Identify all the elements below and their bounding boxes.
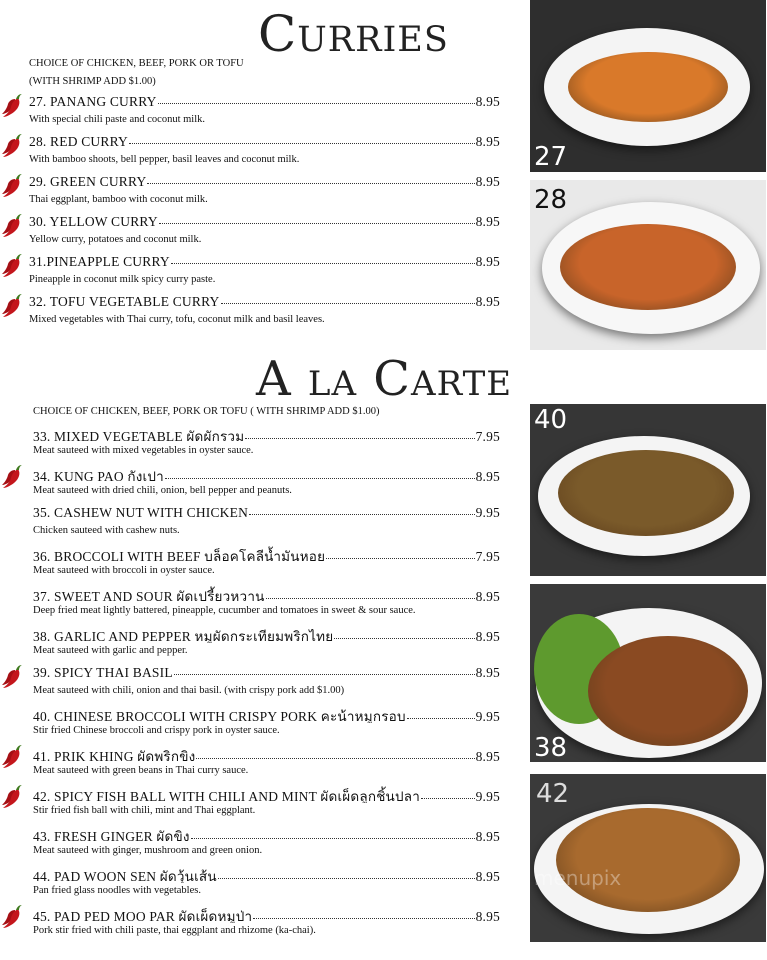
- menu-item-description: Yellow curry, potatoes and coconut milk.: [29, 234, 202, 245]
- menu-item: [0, 864, 520, 904]
- menu-item-description: Meat sauteed with ginger, mushroom and green onion.: [33, 845, 263, 856]
- photo-number: 38: [534, 733, 568, 762]
- menu-item: [0, 93, 520, 133]
- menu-item-title-line: [33, 665, 500, 683]
- photo-dish-28: [530, 180, 766, 350]
- menu-item-price: 8.95: [475, 174, 500, 189]
- dot-leader: [147, 174, 474, 184]
- menu-item: [0, 464, 520, 504]
- menu-item-title-line: [33, 905, 500, 923]
- menu-item: [0, 253, 520, 293]
- menu-item-name: 44. PAD WOON SEN ผัดวุ้นเส้น: [33, 869, 217, 883]
- menu-item-name: 32. TOFU VEGETABLE CURRY: [29, 294, 220, 309]
- menu-item-description: Meat sauteed with garlic and pepper.: [33, 645, 188, 656]
- dot-leader: [253, 907, 474, 919]
- food-broccoli-40: [558, 450, 734, 536]
- menu-item-name: 35. CASHEW NUT WITH CHICKEN: [33, 505, 249, 520]
- chili-pepper-icon: [1, 93, 25, 119]
- menu-item: [0, 824, 520, 864]
- dot-leader: [191, 827, 475, 839]
- dot-leader: [266, 587, 475, 599]
- menu-item-description: Deep fried meat lightly battered, pineapple, cucumber and tomatoes in sweet & sour sauce.: [33, 605, 416, 616]
- chili-pepper-icon: [1, 464, 25, 490]
- alacarte-title: A la Carte: [256, 351, 513, 407]
- food-pork-38: [588, 636, 748, 746]
- chili-pepper-icon: [1, 744, 25, 770]
- curries-subtitle-line2: (WITH SHRIMP ADD $1.00): [29, 76, 156, 87]
- chili-pepper-icon: [1, 784, 25, 810]
- menu-item-title-line: [33, 545, 500, 563]
- menu-item-description: Stir fried fish ball with chili, mint and Thai eggplant.: [33, 805, 256, 816]
- menu-item-name: 45. PAD PED MOO PAR ผัดเผ็ดหมูป่า: [33, 909, 253, 923]
- menu-item-price: 8.95: [475, 629, 500, 643]
- menu-item-name: 38. GARLIC AND PEPPER หมูผัดกระเทียมพริกไทย: [33, 629, 334, 643]
- menu-item-description: Meat sauteed with broccoli in oyster sauce.: [33, 565, 215, 576]
- menu-item-name: 27. PANANG CURRY: [29, 94, 157, 109]
- menu-item-description: Meat sauteed with dried chili, onion, bell pepper and peanuts.: [33, 485, 292, 496]
- menu-item-title-line: [33, 625, 500, 643]
- chili-pepper-icon: [1, 664, 25, 690]
- menu-item-title-line: [33, 585, 500, 603]
- menu-item: [0, 744, 520, 784]
- photo-dish-40: [530, 404, 766, 576]
- menu-item-price: 8.95: [475, 134, 500, 149]
- menu-item-name: 42. SPICY FISH BALL WITH CHILI AND MINT ผัดเผ็ดลูกชิ้นปลา: [33, 789, 421, 803]
- menu-item-price: 9.95: [475, 709, 500, 723]
- menu-item-title-line: [29, 214, 500, 232]
- dot-leader: [334, 627, 474, 639]
- menu-item: [0, 624, 520, 664]
- photo-dish-27: [530, 0, 766, 172]
- chili-pepper-icon: [1, 173, 25, 199]
- menu-item-name: 30. YELLOW CURRY: [29, 214, 158, 229]
- chili-pepper-icon: [1, 253, 25, 279]
- food-curry-28: [560, 224, 736, 310]
- menu-item-name: 31.PINEAPPLE CURRY: [29, 254, 170, 269]
- menu-item-name: 28. RED CURRY: [29, 134, 128, 149]
- dot-leader: [421, 787, 475, 799]
- menu-item-name: 33. MIXED VEGETABLE ผัดผักรวม: [33, 429, 245, 443]
- menu-item-name: 34. KUNG PAO กังเปา: [33, 469, 164, 483]
- food-curry-27: [568, 52, 728, 122]
- alacarte-subtitle: CHOICE OF CHICKEN, BEEF, PORK OR TOFU ( WITH SHRIMP ADD $1.00): [33, 406, 380, 417]
- menu-item-description: Thai eggplant, bamboo with coconut milk.: [29, 194, 208, 205]
- dot-leader: [174, 665, 475, 675]
- dot-leader: [221, 294, 475, 304]
- menu-item-title-line: [29, 94, 500, 112]
- menu-item-description: Mixed vegetables with Thai curry, tofu, coconut milk and basil leaves.: [29, 314, 325, 325]
- dot-leader: [129, 134, 475, 144]
- menu-item-description: Meat sauteed with green beans in Thai curry sauce.: [33, 765, 249, 776]
- dot-leader: [165, 467, 475, 479]
- menu-item-title-line: [29, 174, 500, 192]
- menu-item-name: 37. SWEET AND SOUR ผัดเปรี้ยวหวาน: [33, 589, 265, 603]
- chili-pepper-icon: [1, 133, 25, 159]
- photo-number: 27: [534, 142, 568, 172]
- photo-number: 40: [534, 405, 568, 435]
- menu-item: [0, 784, 520, 824]
- dot-leader: [196, 747, 474, 759]
- menu-item-name: 29. GREEN CURRY: [29, 174, 147, 189]
- dot-leader: [245, 427, 474, 439]
- dot-leader: [407, 707, 475, 719]
- menu-item-name: 36. BROCCOLI WITH BEEF บล็อคโคลีน้ำมันหอย: [33, 549, 326, 563]
- menu-item-description: Chicken sauteed with cashew nuts.: [33, 525, 180, 536]
- menu-item-price: 8.95: [475, 294, 500, 309]
- menu-item: [0, 664, 520, 704]
- curries-subtitle-line1: CHOICE OF CHICKEN, BEEF, PORK OR TOFU: [29, 58, 244, 69]
- menu-item-description: Stir fried Chinese broccoli and crispy pork in oyster sauce.: [33, 725, 280, 736]
- menu-item-price: 7.95: [475, 549, 500, 563]
- menu-item-title-line: [33, 865, 500, 883]
- menu-item-title-line: [33, 825, 500, 843]
- menu-item-title-line: [29, 134, 500, 152]
- menu-item-description: With special chili paste and coconut milk.: [29, 114, 205, 125]
- menu-item-description: Pan fried glass noodles with vegetables.: [33, 885, 201, 896]
- menu-item-title-line: [33, 785, 500, 803]
- menu-item-price: 8.95: [475, 909, 500, 923]
- menu-item-description: Pineapple in coconut milk spicy curry paste.: [29, 274, 216, 285]
- dot-leader: [159, 214, 475, 224]
- chili-pepper-icon: [1, 293, 25, 319]
- chili-pepper-icon: [1, 213, 25, 239]
- menu-item-price: 8.95: [475, 214, 500, 229]
- photo-dish-38: [530, 584, 766, 762]
- menu-item: [0, 544, 520, 584]
- menu-item-title-line: [33, 465, 500, 483]
- menu-item-name: 40. CHINESE BROCCOLI WITH CRISPY PORK คะน้าหมูกรอบ: [33, 709, 406, 723]
- menu-item-title-line: [33, 745, 500, 763]
- chili-pepper-icon: [1, 904, 25, 930]
- dot-leader: [158, 94, 475, 104]
- menu-item-price: 8.95: [475, 829, 500, 843]
- menu-item-description: Meat sauteed with chili, onion and thai basil. (with crispy pork add $1.00): [33, 685, 345, 696]
- menu-item-title-line: [29, 294, 500, 312]
- menu-item-price: 8.95: [475, 869, 500, 883]
- menu-item-title-line: [33, 705, 500, 723]
- menu-item: [0, 504, 520, 544]
- menu-item-name: 41. PRIK KHING ผัดพริกขิง: [33, 749, 196, 763]
- menu-item-price: 8.95: [475, 589, 500, 603]
- menu-item-price: 9.95: [475, 789, 500, 803]
- menu-item-price: 9.95: [475, 505, 500, 520]
- dot-leader: [218, 867, 475, 879]
- menu-item-description: Meat sauteed with mixed vegetables in oyster sauce.: [33, 445, 254, 456]
- menu-item: [0, 213, 520, 253]
- menu-item: [0, 424, 520, 464]
- menu-item: [0, 584, 520, 624]
- dot-leader: [326, 547, 474, 559]
- menu-item-price: 7.95: [475, 429, 500, 443]
- photo-dish-42: [530, 774, 766, 942]
- menu-item: [0, 904, 520, 944]
- menu-item-title-line: [33, 425, 500, 443]
- dot-leader: [171, 254, 475, 264]
- curries-title: Curries: [258, 5, 449, 63]
- dot-leader: [249, 505, 475, 515]
- menu-item-title-line: [33, 505, 500, 523]
- menu-item-price: 8.95: [475, 94, 500, 109]
- menu-item-price: 8.95: [475, 665, 500, 680]
- menu-item: [0, 704, 520, 744]
- menu-item-description: Pork stir fried with chili paste, thai eggplant and rhizome (ka-chai).: [33, 925, 316, 936]
- menu-item-description: With bamboo shoots, bell pepper, basil leaves and coconut milk.: [29, 154, 300, 165]
- menu-item-name: 43. FRESH GINGER ผัดขิง: [33, 829, 190, 843]
- menu-item-title-line: [29, 254, 500, 272]
- photo-number: 28: [534, 185, 568, 215]
- menu-item-price: 8.95: [475, 469, 500, 483]
- menu-item: [0, 173, 520, 213]
- photo-number: 42: [536, 779, 570, 809]
- watermark: menupix: [534, 866, 622, 890]
- menu-item-name: 39. SPICY THAI BASIL: [33, 665, 173, 680]
- menu-item: [0, 133, 520, 173]
- menu-item: [0, 293, 520, 333]
- menu-item-price: 8.95: [475, 749, 500, 763]
- food-fishball-42: [556, 808, 740, 912]
- menu-item-price: 8.95: [475, 254, 500, 269]
